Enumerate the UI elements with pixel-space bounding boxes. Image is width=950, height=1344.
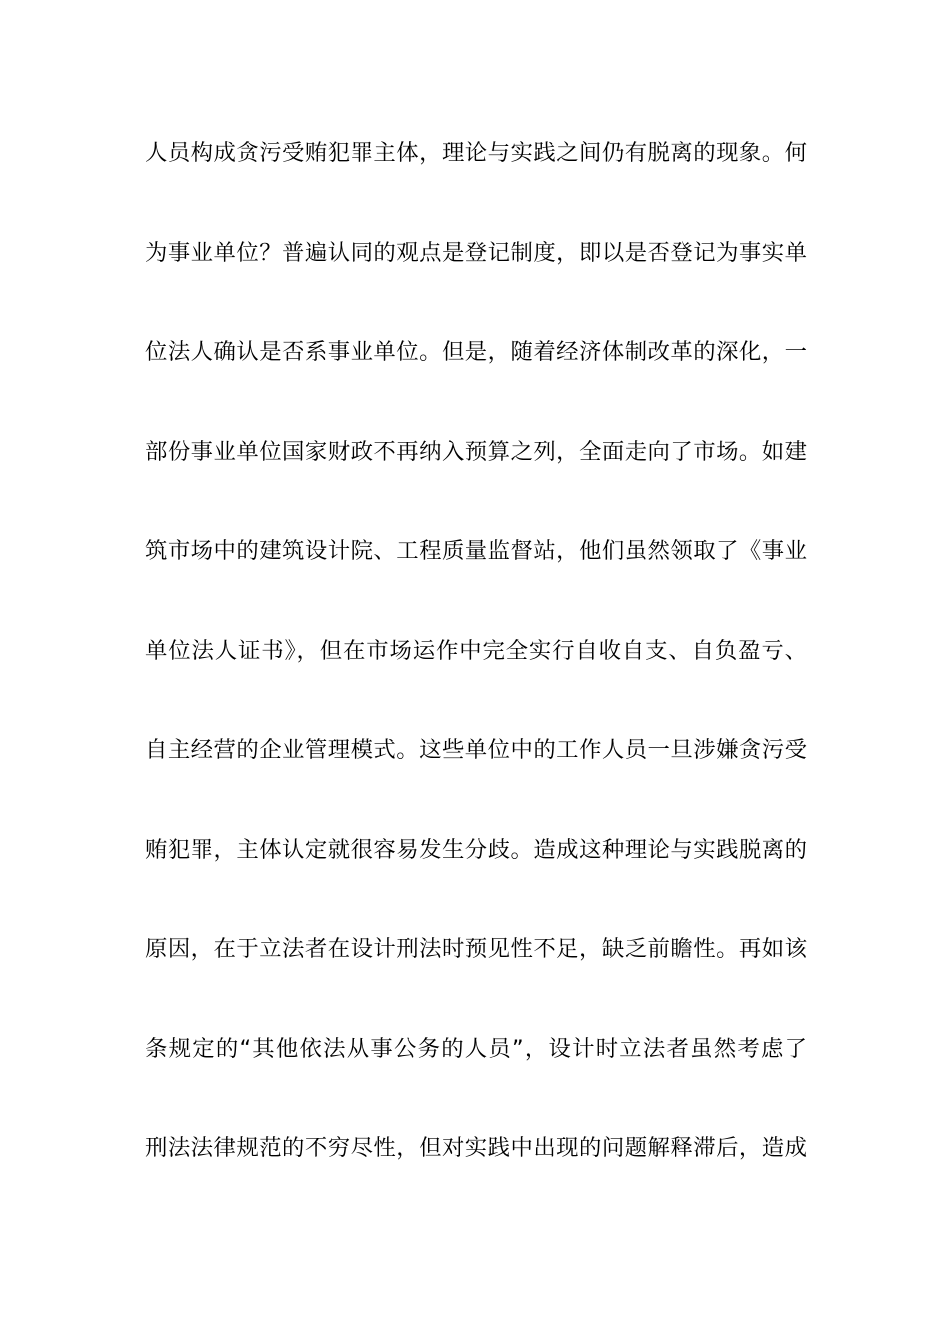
text-line: 部份事业单位国家财政不再纳入预算之列，全面走向了市场。如建 (145, 438, 807, 465)
text-line: 单位法人证书》，但在市场运作中完全实行自收自支、自负盈亏、 (145, 637, 807, 664)
body-text (145, 128, 807, 1223)
text-line: 贿犯罪，主体认定就很容易发生分歧。造成这种理论与实践脱离的 (145, 836, 807, 863)
text-line: 原因，在于立法者在设计刑法时预见性不足，缺乏前瞻性。再如该 (145, 936, 807, 962)
text-line: 条规定的“其他依法从事公务的人员”，设计时立法者虽然考虑了 (145, 1035, 807, 1062)
text-line: 自主经营的企业管理模式。这些单位中的工作人员一旦涉嫌贪污受 (145, 737, 807, 763)
text-line: 人员构成贪污受贿犯罪主体，理论与实践之间仍有脱离的现象。何 (145, 140, 807, 166)
text-line: 刑法法律规范的不穷尽性，但对实践中出现的问题解释滞后，造成 (145, 1135, 807, 1161)
text-line: 为事业单位？普遍认同的观点是登记制度，即以是否登记为事实单 (145, 239, 807, 266)
text-line: 位法人确认是否系事业单位。但是，随着经济体制改革的深化，一 (145, 339, 807, 365)
text-line: 筑市场中的建筑设计院、工程质量监督站，他们虽然领取了《事业 (145, 538, 807, 564)
